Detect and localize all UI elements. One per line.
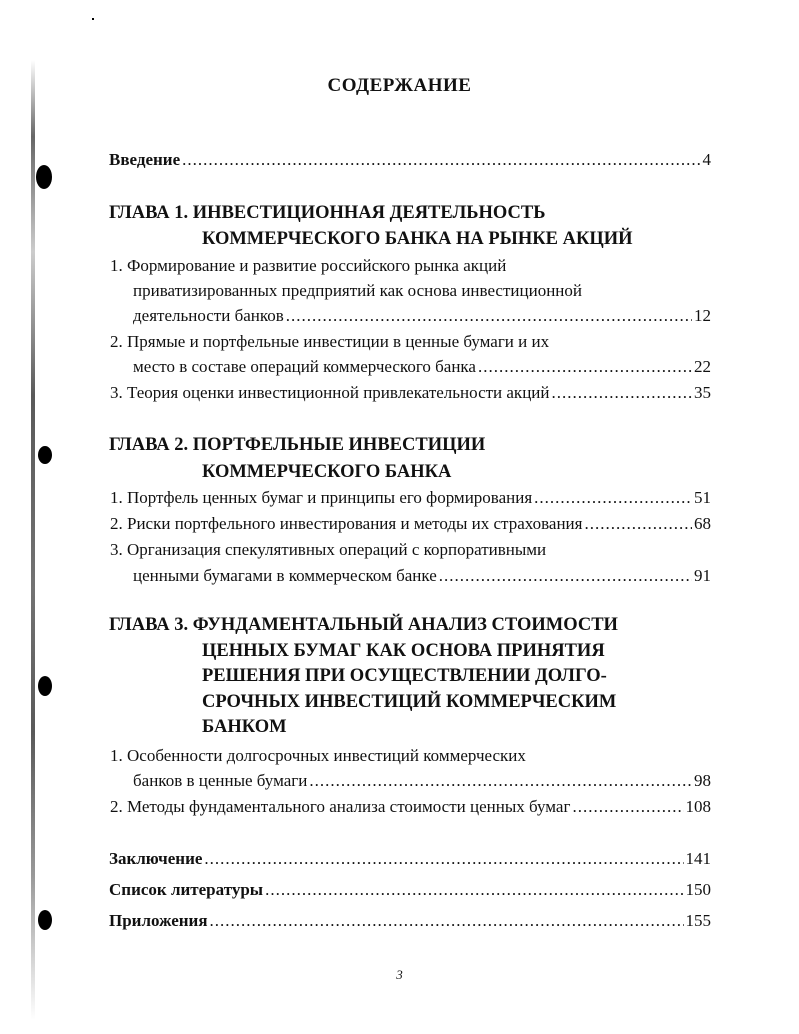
- toc-label: Приложения: [109, 911, 208, 930]
- toc-entry-conclusion[interactable]: [109, 848, 711, 870]
- toc-entry-1-2[interactable]: [133, 356, 711, 378]
- toc-page-number: 98: [694, 771, 711, 790]
- leader-dots: [478, 356, 692, 378]
- page-title: СОДЕРЖАНИЕ: [327, 75, 472, 96]
- toc-label: 2. Риски портфельного инвестирования и методы их страхования: [110, 514, 583, 533]
- toc-label: деятельности банков: [133, 306, 284, 325]
- chapter-3-heading-cont: СРОЧНЫХ ИНВЕСТИЦИЙ КОММЕРЧЕСКИМ: [202, 692, 617, 712]
- chapter-2-heading-cont: КОММЕРЧЕСКОГО БАНКА: [202, 462, 452, 482]
- scan-blot: [38, 676, 52, 696]
- leader-dots: [309, 770, 692, 792]
- toc-page-number: 150: [685, 880, 711, 899]
- leader-dots: [286, 305, 692, 327]
- toc-entry-intro[interactable]: [109, 149, 711, 171]
- leader-dots: [572, 796, 683, 818]
- toc-page-number: 108: [685, 797, 711, 816]
- toc-entry-1-3[interactable]: [110, 382, 711, 404]
- toc-page-number: 68: [694, 514, 711, 533]
- toc-page-number: 141: [685, 849, 711, 868]
- toc-label: банков в ценные бумаги: [133, 771, 308, 790]
- chapter-3-heading-cont: РЕШЕНИЯ ПРИ ОСУЩЕСТВЛЕНИИ ДОЛГО-: [202, 666, 607, 686]
- toc-entry-appendices[interactable]: [109, 910, 711, 932]
- toc-label: 1. Портфель ценных бумаг и принципы его формирования: [110, 488, 533, 507]
- toc-page-number: 51: [694, 488, 711, 507]
- toc-entry-2-1[interactable]: [110, 487, 711, 509]
- toc-entry-1-1[interactable]: [133, 305, 711, 327]
- toc-entry-references[interactable]: [109, 879, 711, 901]
- toc-entry-3-1[interactable]: [133, 770, 711, 792]
- toc-label: место в составе операций коммерческого банка: [133, 357, 476, 376]
- toc-label: 3. Теория оценки инвестиционной привлекательности акций: [110, 383, 550, 402]
- toc-label: Введение: [109, 150, 181, 169]
- leader-dots: [265, 879, 683, 901]
- chapter-3-heading-cont: БАНКОМ: [202, 717, 287, 737]
- chapter-3-heading-cont: ЦЕННЫХ БУМАГ КАК ОСНОВА ПРИНЯТИЯ: [202, 641, 605, 661]
- chapter-2-heading: ГЛАВА 2. ПОРТФЕЛЬНЫЕ ИНВЕСТИЦИИ: [109, 435, 486, 455]
- toc-entry-2-3-line1: 3. Организация спекулятивных операций с корпоративными: [110, 540, 547, 559]
- leader-dots: [210, 910, 684, 932]
- toc-label: Список литературы: [109, 880, 264, 899]
- chapter-1-heading: ГЛАВА 1. ИНВЕСТИЦИОННАЯ ДЕЯТЕЛЬНОСТЬ: [109, 203, 546, 223]
- scan-blot: [38, 910, 52, 930]
- chapter-3-heading: ГЛАВА 3. ФУНДАМЕНТАЛЬНЫЙ АНАЛИЗ СТОИМОСТИ: [109, 615, 618, 635]
- toc-page-number: 91: [694, 566, 711, 585]
- toc-page-number: 22: [694, 357, 711, 376]
- toc-entry-1-1-line2: приватизированных предприятий как основа инвестиционной: [133, 281, 582, 300]
- scan-blot: [38, 446, 52, 464]
- toc-entry-1-1-line1: 1. Формирование и развитие российского рынка акций: [110, 256, 507, 275]
- toc-entry-3-1-line1: 1. Особенности долгосрочных инвестиций коммерческих: [110, 746, 526, 765]
- leader-dots: [204, 848, 683, 870]
- toc-page-number: 155: [685, 911, 711, 930]
- scan-blot: [36, 165, 52, 189]
- chapter-1-heading-cont: КОММЕРЧЕСКОГО БАНКА НА РЫНКЕ АКЦИЙ: [202, 229, 633, 249]
- toc-entry-2-3[interactable]: [133, 565, 711, 587]
- toc-entry-1-2-line1: 2. Прямые и портфельные инвестиции в ценные бумаги и их: [110, 332, 550, 351]
- leader-dots: [534, 487, 692, 509]
- toc-entry-3-2[interactable]: [110, 796, 711, 818]
- scan-edge-artifact: [31, 60, 35, 1020]
- toc-page-number: 12: [694, 306, 711, 325]
- toc-label: ценными бумагами в коммерческом банке: [133, 566, 437, 585]
- toc-label: 2. Методы фундаментального анализа стоимости ценных бумаг: [110, 797, 571, 816]
- leader-dots: [439, 565, 692, 587]
- leader-dots: [182, 149, 700, 171]
- toc-label: Заключение: [109, 849, 203, 868]
- page-number-footer: 3: [396, 967, 403, 982]
- leader-dots: [552, 382, 693, 404]
- scan-speck: [92, 18, 94, 20]
- toc-page-number: 35: [694, 383, 711, 402]
- toc-page-number: 4: [702, 150, 711, 169]
- toc-entry-2-2[interactable]: [110, 513, 711, 535]
- leader-dots: [584, 513, 692, 535]
